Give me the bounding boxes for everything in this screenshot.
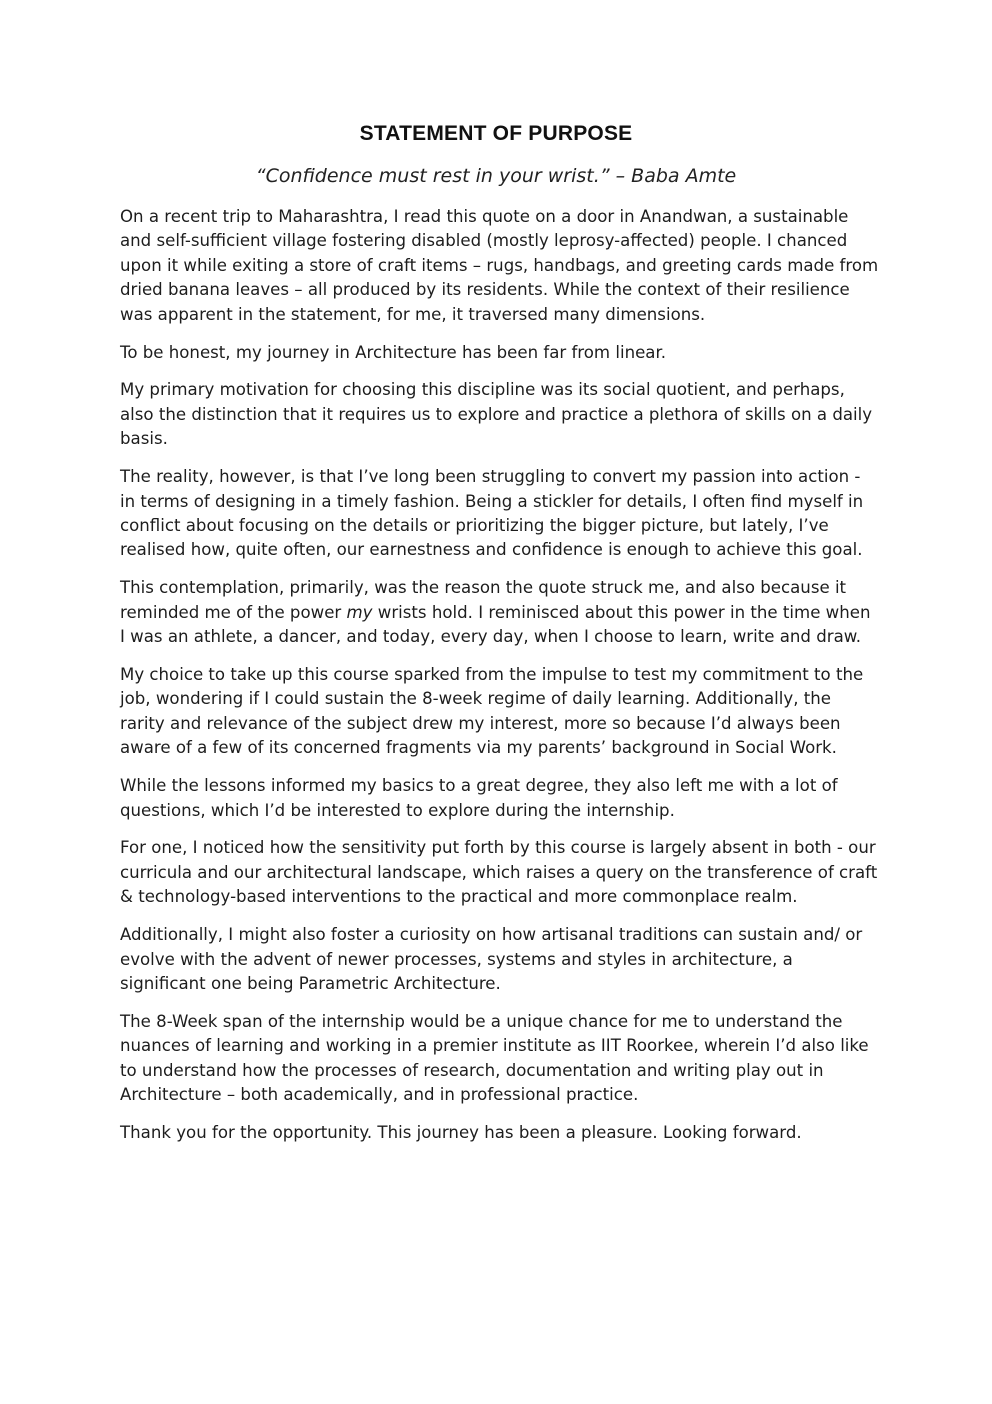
document-title: STATEMENT OF PURPOSE xyxy=(359,122,633,145)
emphasis-my: my xyxy=(346,602,373,622)
paragraph-7: While the lessons informed my basics to a great degree, they also left me with a lot of questions, which I’d be interested to explore during the internship. xyxy=(120,776,838,820)
paragraph-4: The reality, however, is that I’ve long been struggling to convert my passion into action - in terms of designing in a timely fashion. Being a stickler for details, I often find myself in conflict about focusing on the details or prioritizing the bigger picture, but lately, I’ve realised how, quite often, our earnestness and confidence is enough to achieve this goal. xyxy=(120,467,864,560)
paragraph-8: For one, I noticed how the sensitivity put forth by this course is largely absent in both - our curricula and our architectural landscape, which raises a query on the transference of craft & technology-based interventions to the practical and more commonplace realm. xyxy=(120,838,878,907)
paragraph-6: My choice to take up this course sparked from the impulse to test my commitment to the job, wondering if I could sustain the 8-week regime of daily learning. Additionally, the rarity and relevance of the subject drew my interest, more so because I’d always been aware of a few of its concerned fragments via my parents’ background in Social Work. xyxy=(120,665,864,758)
paragraph-3: My primary motivation for choosing this discipline was its social quotient, and perhaps, also the distinction that it requires us to explore and practice a plethora of skills on a daily basis. xyxy=(120,380,873,449)
document-body xyxy=(120,205,880,1159)
paragraph-2: To be honest, my journey in Architecture has been far from linear. xyxy=(120,342,667,362)
paragraph-1: On a recent trip to Maharashtra, I read this quote on a door in Anandwan, a sustainable and self-sufficient village fostering disabled (mostly leprosy-affected) people. I chanced upon it while exiting a store of craft items – rugs, handbags, and greeting cards made from dried banana leaves – all produced by its residents. While the context of their resilience was apparent in the statement, for me, it traversed many dimensions. xyxy=(120,207,879,324)
paragraph-11: Thank you for the opportunity. This journey has been a pleasure. Looking forward. xyxy=(120,1123,802,1142)
epigraph-quote: “Confidence must rest in your wrist.” – Baba Amte xyxy=(255,165,737,187)
paragraph-9: Additionally, I might also foster a curiosity on how artisanal traditions can sustain and/ or evolve with the advent of newer processes, systems and styles in architecture, a significant one being Parametric Architecture. xyxy=(120,925,863,993)
paragraph-10: The 8-Week span of the internship would be a unique chance for me to understand the nuances of learning and working in a premier institute as IIT Roorkee, wherein I’d also like to understand how the processes of research, documentation and writing play out in Architecture – both academically, and in professional practice. xyxy=(120,1011,869,1105)
paragraph-5: This contemplation, primarily, was the reason the quote struck me, and also because it reminded me of the power my wrists hold. I reminisced about this power in the time when I was an athlete, a dancer, and today, every day, when I choose to learn, write and draw. xyxy=(120,578,871,647)
